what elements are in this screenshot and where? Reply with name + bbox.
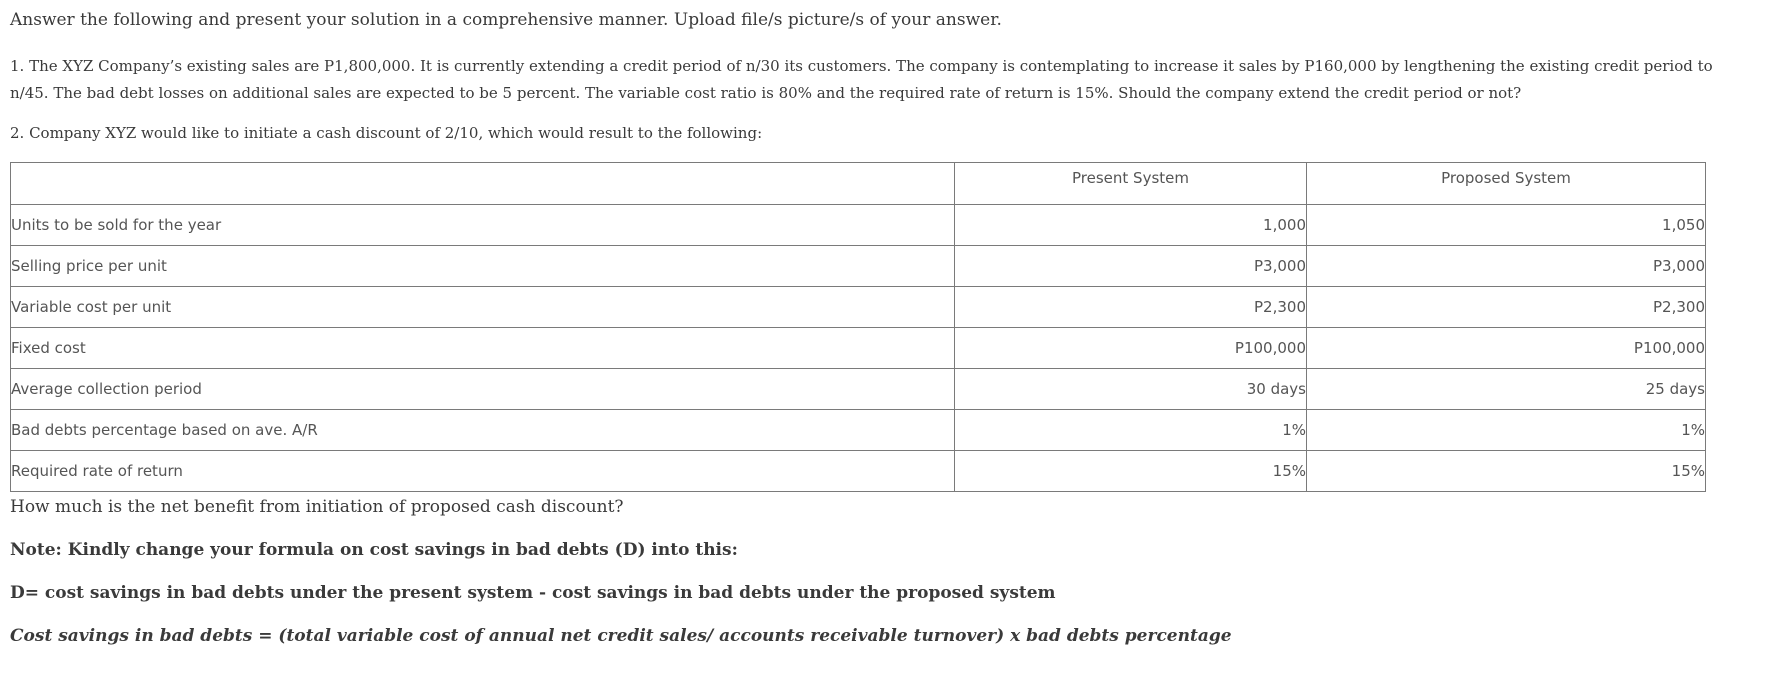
proposed-value: P2,300	[1307, 287, 1706, 328]
note-text: Note: Kindly change your formula on cost savings in bad debts (D) into this:	[10, 540, 738, 560]
present-value: 1,000	[955, 205, 1307, 246]
table-row	[11, 410, 1706, 451]
row-label: Average collection period	[11, 369, 955, 410]
present-value: P2,300	[955, 287, 1307, 328]
table-header-blank	[11, 163, 955, 205]
table-row	[11, 369, 1706, 410]
table-header-proposed: Proposed System	[1307, 163, 1706, 205]
proposed-value: 25 days	[1307, 369, 1706, 410]
table-row	[11, 328, 1706, 369]
proposed-value: 1%	[1307, 410, 1706, 451]
row-label: Units to be sold for the year	[11, 205, 955, 246]
present-value: P100,000	[955, 328, 1307, 369]
table-row	[11, 205, 1706, 246]
row-label: Selling price per unit	[11, 246, 955, 287]
proposed-value: 15%	[1307, 451, 1706, 492]
row-label: Bad debts percentage based on ave. A/R	[11, 410, 955, 451]
cost-savings-formula: Cost savings in bad debts = (total variable cost of annual net credit sales/ accounts receivable turnover) x bad debts percentage	[10, 626, 1232, 646]
question-2-ask: How much is the net benefit from initiation of proposed cash discount?	[10, 497, 624, 517]
present-value: 30 days	[955, 369, 1307, 410]
row-label: Variable cost per unit	[11, 287, 955, 328]
question-1-text: 1. The XYZ Company’s existing sales are P1,800,000. It is currently extending a credit period of n/30 its customers. The company is contemplating to increase it sales by P160,000 by lengthening the existing credit period to n/45. The bad debt losses on additional sales are expected to be 5 percent. The variable cost ratio is 80% and the required rate of return is 15%. Should the company extend the credit period or not?	[10, 57, 1713, 102]
proposed-value: 1,050	[1307, 205, 1706, 246]
present-value: 15%	[955, 451, 1307, 492]
table-row	[11, 287, 1706, 328]
question-2-text: 2. Company XYZ would like to initiate a cash discount of 2/10, which would result to the following:	[10, 124, 763, 142]
proposed-value: P3,000	[1307, 246, 1706, 287]
table-row	[11, 246, 1706, 287]
table-header-row	[11, 163, 1706, 205]
table-row	[11, 451, 1706, 492]
d-formula-text: D= cost savings in bad debts under the present system - cost savings in bad debts under the proposed system	[10, 583, 1056, 603]
row-label: Required rate of return	[11, 451, 955, 492]
instructions-text: Answer the following and present your solution in a comprehensive manner. Upload file/s picture/s of your answer.	[10, 10, 1002, 30]
present-value: 1%	[955, 410, 1307, 451]
row-label: Fixed cost	[11, 328, 955, 369]
table-header-present: Present System	[955, 163, 1307, 205]
present-value: P3,000	[955, 246, 1307, 287]
proposed-value: P100,000	[1307, 328, 1706, 369]
cash-discount-table	[10, 162, 1706, 492]
